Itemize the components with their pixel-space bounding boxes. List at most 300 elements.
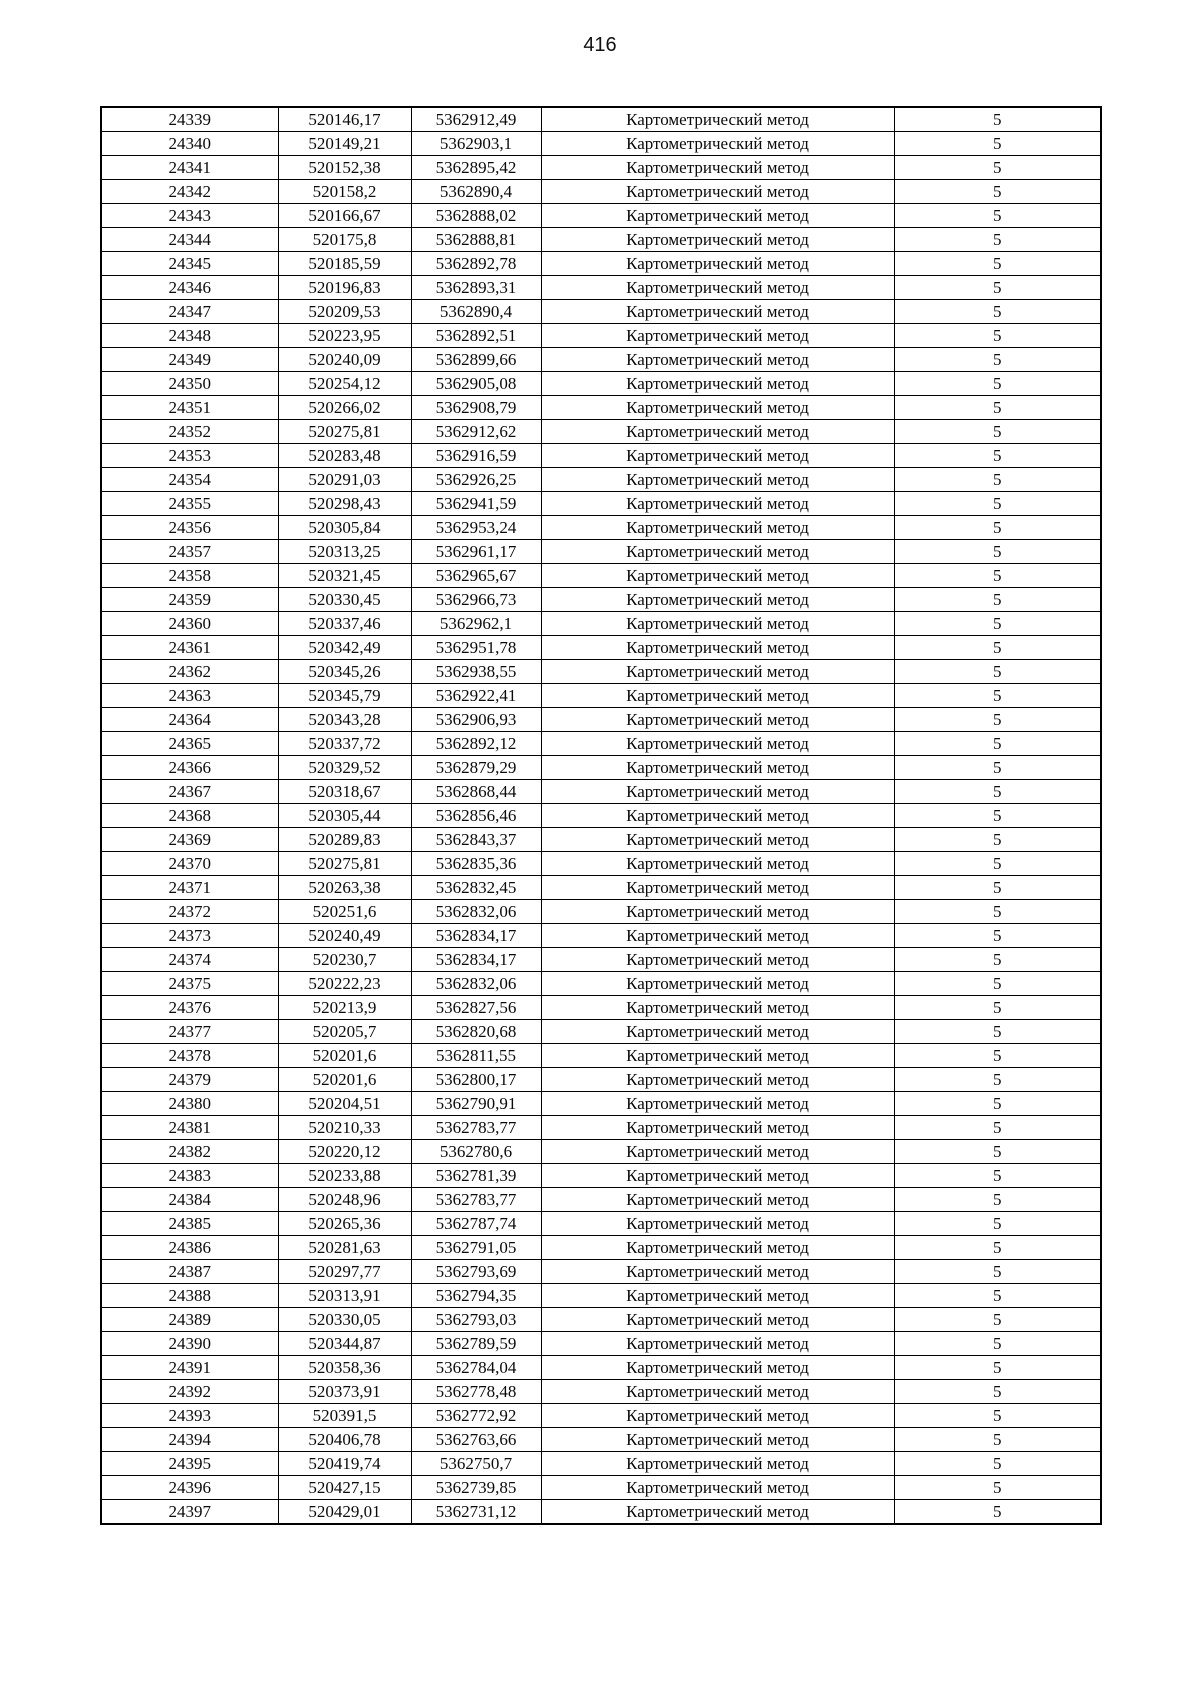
accuracy-cell: 5 (894, 1452, 1101, 1476)
point-number-cell: 24362 (101, 660, 278, 684)
point-number-cell: 24393 (101, 1404, 278, 1428)
point-number-cell: 24390 (101, 1332, 278, 1356)
table-row (101, 1380, 1101, 1404)
x-coordinate-cell: 520337,72 (278, 732, 411, 756)
accuracy-cell: 5 (894, 1068, 1101, 1092)
y-coordinate-cell: 5362835,36 (411, 852, 541, 876)
point-number-cell: 24361 (101, 636, 278, 660)
x-coordinate-cell: 520343,28 (278, 708, 411, 732)
x-coordinate-cell: 520275,81 (278, 852, 411, 876)
point-number-cell: 24360 (101, 612, 278, 636)
y-coordinate-cell: 5362912,49 (411, 107, 541, 132)
y-coordinate-cell: 5362794,35 (411, 1284, 541, 1308)
point-number-cell: 24384 (101, 1188, 278, 1212)
y-coordinate-cell: 5362895,42 (411, 156, 541, 180)
point-number-cell: 24365 (101, 732, 278, 756)
method-cell: Картометрический метод (541, 684, 894, 708)
accuracy-cell: 5 (894, 1356, 1101, 1380)
x-coordinate-cell: 520149,21 (278, 132, 411, 156)
method-cell: Картометрический метод (541, 156, 894, 180)
y-coordinate-cell: 5362832,45 (411, 876, 541, 900)
accuracy-cell: 5 (894, 1332, 1101, 1356)
y-coordinate-cell: 5362789,59 (411, 1332, 541, 1356)
accuracy-cell: 5 (894, 780, 1101, 804)
accuracy-cell: 5 (894, 1164, 1101, 1188)
y-coordinate-cell: 5362908,79 (411, 396, 541, 420)
point-number-cell: 24353 (101, 444, 278, 468)
table-row (101, 708, 1101, 732)
y-coordinate-cell: 5362892,12 (411, 732, 541, 756)
point-number-cell: 24391 (101, 1356, 278, 1380)
point-number-cell: 24396 (101, 1476, 278, 1500)
accuracy-cell: 5 (894, 156, 1101, 180)
accuracy-cell: 5 (894, 1092, 1101, 1116)
coordinates-table-body (101, 107, 1101, 1524)
accuracy-cell: 5 (894, 1236, 1101, 1260)
accuracy-cell: 5 (894, 228, 1101, 252)
accuracy-cell: 5 (894, 300, 1101, 324)
y-coordinate-cell: 5362912,62 (411, 420, 541, 444)
x-coordinate-cell: 520289,83 (278, 828, 411, 852)
table-row (101, 1092, 1101, 1116)
accuracy-cell: 5 (894, 348, 1101, 372)
method-cell: Картометрический метод (541, 1140, 894, 1164)
x-coordinate-cell: 520201,6 (278, 1068, 411, 1092)
x-coordinate-cell: 520313,25 (278, 540, 411, 564)
x-coordinate-cell: 520330,05 (278, 1308, 411, 1332)
method-cell: Картометрический метод (541, 756, 894, 780)
y-coordinate-cell: 5362868,44 (411, 780, 541, 804)
point-number-cell: 24386 (101, 1236, 278, 1260)
method-cell: Картометрический метод (541, 1188, 894, 1212)
point-number-cell: 24340 (101, 132, 278, 156)
y-coordinate-cell: 5362966,73 (411, 588, 541, 612)
accuracy-cell: 5 (894, 204, 1101, 228)
y-coordinate-cell: 5362926,25 (411, 468, 541, 492)
accuracy-cell: 5 (894, 756, 1101, 780)
table-row (101, 540, 1101, 564)
y-coordinate-cell: 5362856,46 (411, 804, 541, 828)
table-row (101, 1068, 1101, 1092)
method-cell: Картометрический метод (541, 1044, 894, 1068)
x-coordinate-cell: 520158,2 (278, 180, 411, 204)
method-cell: Картометрический метод (541, 1404, 894, 1428)
method-cell: Картометрический метод (541, 564, 894, 588)
x-coordinate-cell: 520291,03 (278, 468, 411, 492)
x-coordinate-cell: 520330,45 (278, 588, 411, 612)
point-number-cell: 24342 (101, 180, 278, 204)
method-cell: Картометрический метод (541, 804, 894, 828)
method-cell: Картометрический метод (541, 396, 894, 420)
point-number-cell: 24385 (101, 1212, 278, 1236)
point-number-cell: 24387 (101, 1260, 278, 1284)
point-number-cell: 24368 (101, 804, 278, 828)
point-number-cell: 24345 (101, 252, 278, 276)
x-coordinate-cell: 520240,09 (278, 348, 411, 372)
point-number-cell: 24343 (101, 204, 278, 228)
x-coordinate-cell: 520358,36 (278, 1356, 411, 1380)
y-coordinate-cell: 5362834,17 (411, 924, 541, 948)
table-row (101, 972, 1101, 996)
x-coordinate-cell: 520419,74 (278, 1452, 411, 1476)
accuracy-cell: 5 (894, 324, 1101, 348)
y-coordinate-cell: 5362892,51 (411, 324, 541, 348)
method-cell: Картометрический метод (541, 132, 894, 156)
point-number-cell: 24341 (101, 156, 278, 180)
x-coordinate-cell: 520213,9 (278, 996, 411, 1020)
y-coordinate-cell: 5362834,17 (411, 948, 541, 972)
method-cell: Картометрический метод (541, 1452, 894, 1476)
accuracy-cell: 5 (894, 636, 1101, 660)
y-coordinate-cell: 5362961,17 (411, 540, 541, 564)
y-coordinate-cell: 5362783,77 (411, 1188, 541, 1212)
method-cell: Картометрический метод (541, 1308, 894, 1332)
table-row (101, 828, 1101, 852)
point-number-cell: 24366 (101, 756, 278, 780)
y-coordinate-cell: 5362951,78 (411, 636, 541, 660)
method-cell: Картометрический метод (541, 107, 894, 132)
y-coordinate-cell: 5362899,66 (411, 348, 541, 372)
point-number-cell: 24381 (101, 1116, 278, 1140)
method-cell: Картометрический метод (541, 1380, 894, 1404)
method-cell: Картометрический метод (541, 612, 894, 636)
accuracy-cell: 5 (894, 180, 1101, 204)
y-coordinate-cell: 5362832,06 (411, 900, 541, 924)
point-number-cell: 24339 (101, 107, 278, 132)
x-coordinate-cell: 520263,38 (278, 876, 411, 900)
point-number-cell: 24344 (101, 228, 278, 252)
point-number-cell: 24348 (101, 324, 278, 348)
x-coordinate-cell: 520146,17 (278, 107, 411, 132)
method-cell: Картометрический метод (541, 180, 894, 204)
x-coordinate-cell: 520251,6 (278, 900, 411, 924)
accuracy-cell: 5 (894, 876, 1101, 900)
method-cell: Картометрический метод (541, 444, 894, 468)
x-coordinate-cell: 520254,12 (278, 372, 411, 396)
x-coordinate-cell: 520175,8 (278, 228, 411, 252)
x-coordinate-cell: 520342,49 (278, 636, 411, 660)
x-coordinate-cell: 520297,77 (278, 1260, 411, 1284)
point-number-cell: 24389 (101, 1308, 278, 1332)
accuracy-cell: 5 (894, 420, 1101, 444)
y-coordinate-cell: 5362879,29 (411, 756, 541, 780)
table-row (101, 324, 1101, 348)
point-number-cell: 24395 (101, 1452, 278, 1476)
x-coordinate-cell: 520305,84 (278, 516, 411, 540)
accuracy-cell: 5 (894, 1116, 1101, 1140)
y-coordinate-cell: 5362778,48 (411, 1380, 541, 1404)
y-coordinate-cell: 5362941,59 (411, 492, 541, 516)
accuracy-cell: 5 (894, 996, 1101, 1020)
method-cell: Картометрический метод (541, 1284, 894, 1308)
table-row (101, 948, 1101, 972)
x-coordinate-cell: 520240,49 (278, 924, 411, 948)
table-row (101, 684, 1101, 708)
method-cell: Картометрический метод (541, 300, 894, 324)
coordinates-table (100, 106, 1102, 1525)
table-row (101, 1020, 1101, 1044)
y-coordinate-cell: 5362739,85 (411, 1476, 541, 1500)
method-cell: Картометрический метод (541, 324, 894, 348)
x-coordinate-cell: 520196,83 (278, 276, 411, 300)
y-coordinate-cell: 5362890,4 (411, 300, 541, 324)
table-row (101, 588, 1101, 612)
method-cell: Картометрический метод (541, 1332, 894, 1356)
accuracy-cell: 5 (894, 660, 1101, 684)
y-coordinate-cell: 5362962,1 (411, 612, 541, 636)
method-cell: Картометрический метод (541, 1164, 894, 1188)
table-row (101, 132, 1101, 156)
method-cell: Картометрический метод (541, 972, 894, 996)
table-row (101, 252, 1101, 276)
table-row (101, 1500, 1101, 1525)
method-cell: Картометрический метод (541, 1212, 894, 1236)
accuracy-cell: 5 (894, 1308, 1101, 1332)
point-number-cell: 24383 (101, 1164, 278, 1188)
method-cell: Картометрический метод (541, 348, 894, 372)
x-coordinate-cell: 520429,01 (278, 1500, 411, 1525)
table-row (101, 1308, 1101, 1332)
method-cell: Картометрический метод (541, 276, 894, 300)
y-coordinate-cell: 5362787,74 (411, 1212, 541, 1236)
table-row (101, 1188, 1101, 1212)
method-cell: Картометрический метод (541, 252, 894, 276)
y-coordinate-cell: 5362916,59 (411, 444, 541, 468)
x-coordinate-cell: 520205,7 (278, 1020, 411, 1044)
table-row (101, 396, 1101, 420)
x-coordinate-cell: 520233,88 (278, 1164, 411, 1188)
x-coordinate-cell: 520204,51 (278, 1092, 411, 1116)
accuracy-cell: 5 (894, 132, 1101, 156)
accuracy-cell: 5 (894, 1140, 1101, 1164)
point-number-cell: 24346 (101, 276, 278, 300)
accuracy-cell: 5 (894, 948, 1101, 972)
point-number-cell: 24378 (101, 1044, 278, 1068)
table-row (101, 348, 1101, 372)
point-number-cell: 24363 (101, 684, 278, 708)
y-coordinate-cell: 5362843,37 (411, 828, 541, 852)
y-coordinate-cell: 5362965,67 (411, 564, 541, 588)
y-coordinate-cell: 5362781,39 (411, 1164, 541, 1188)
table-row (101, 1404, 1101, 1428)
table-row (101, 468, 1101, 492)
y-coordinate-cell: 5362888,81 (411, 228, 541, 252)
y-coordinate-cell: 5362893,31 (411, 276, 541, 300)
table-row (101, 180, 1101, 204)
accuracy-cell: 5 (894, 1404, 1101, 1428)
table-row (101, 1452, 1101, 1476)
x-coordinate-cell: 520344,87 (278, 1332, 411, 1356)
method-cell: Картометрический метод (541, 948, 894, 972)
method-cell: Картометрический метод (541, 516, 894, 540)
accuracy-cell: 5 (894, 972, 1101, 996)
table-row (101, 516, 1101, 540)
page-number: 416 (583, 34, 617, 56)
method-cell: Картометрический метод (541, 828, 894, 852)
point-number-cell: 24359 (101, 588, 278, 612)
y-coordinate-cell: 5362783,77 (411, 1116, 541, 1140)
accuracy-cell: 5 (894, 1020, 1101, 1044)
point-number-cell: 24356 (101, 516, 278, 540)
y-coordinate-cell: 5362953,24 (411, 516, 541, 540)
method-cell: Картометрический метод (541, 1260, 894, 1284)
table-row (101, 300, 1101, 324)
y-coordinate-cell: 5362922,41 (411, 684, 541, 708)
point-number-cell: 24380 (101, 1092, 278, 1116)
y-coordinate-cell: 5362827,56 (411, 996, 541, 1020)
x-coordinate-cell: 520230,7 (278, 948, 411, 972)
accuracy-cell: 5 (894, 468, 1101, 492)
point-number-cell: 24357 (101, 540, 278, 564)
y-coordinate-cell: 5362820,68 (411, 1020, 541, 1044)
method-cell: Картометрический метод (541, 1428, 894, 1452)
table-row (101, 1212, 1101, 1236)
accuracy-cell: 5 (894, 540, 1101, 564)
accuracy-cell: 5 (894, 588, 1101, 612)
accuracy-cell: 5 (894, 1476, 1101, 1500)
accuracy-cell: 5 (894, 684, 1101, 708)
x-coordinate-cell: 520298,43 (278, 492, 411, 516)
accuracy-cell: 5 (894, 924, 1101, 948)
y-coordinate-cell: 5362906,93 (411, 708, 541, 732)
accuracy-cell: 5 (894, 1260, 1101, 1284)
x-coordinate-cell: 520391,5 (278, 1404, 411, 1428)
accuracy-cell: 5 (894, 852, 1101, 876)
table-row (101, 444, 1101, 468)
x-coordinate-cell: 520248,96 (278, 1188, 411, 1212)
table-row (101, 1116, 1101, 1140)
y-coordinate-cell: 5362905,08 (411, 372, 541, 396)
x-coordinate-cell: 520266,02 (278, 396, 411, 420)
method-cell: Картометрический метод (541, 204, 894, 228)
x-coordinate-cell: 520201,6 (278, 1044, 411, 1068)
y-coordinate-cell: 5362790,91 (411, 1092, 541, 1116)
method-cell: Картометрический метод (541, 780, 894, 804)
point-number-cell: 24355 (101, 492, 278, 516)
table-row (101, 420, 1101, 444)
accuracy-cell: 5 (894, 732, 1101, 756)
table-row (101, 1164, 1101, 1188)
method-cell: Картометрический метод (541, 876, 894, 900)
point-number-cell: 24376 (101, 996, 278, 1020)
x-coordinate-cell: 520275,81 (278, 420, 411, 444)
point-number-cell: 24370 (101, 852, 278, 876)
method-cell: Картометрический метод (541, 1092, 894, 1116)
accuracy-cell: 5 (894, 828, 1101, 852)
x-coordinate-cell: 520305,44 (278, 804, 411, 828)
point-number-cell: 24371 (101, 876, 278, 900)
point-number-cell: 24367 (101, 780, 278, 804)
table-row (101, 492, 1101, 516)
x-coordinate-cell: 520345,79 (278, 684, 411, 708)
point-number-cell: 24397 (101, 1500, 278, 1525)
table-row (101, 1236, 1101, 1260)
method-cell: Картометрический метод (541, 540, 894, 564)
method-cell: Картометрический метод (541, 1356, 894, 1380)
accuracy-cell: 5 (894, 1380, 1101, 1404)
point-number-cell: 24369 (101, 828, 278, 852)
table-row (101, 372, 1101, 396)
point-number-cell: 24350 (101, 372, 278, 396)
y-coordinate-cell: 5362750,7 (411, 1452, 541, 1476)
y-coordinate-cell: 5362938,55 (411, 660, 541, 684)
x-coordinate-cell: 520210,33 (278, 1116, 411, 1140)
point-number-cell: 24388 (101, 1284, 278, 1308)
y-coordinate-cell: 5362888,02 (411, 204, 541, 228)
table-row (101, 228, 1101, 252)
accuracy-cell: 5 (894, 1188, 1101, 1212)
x-coordinate-cell: 520373,91 (278, 1380, 411, 1404)
table-row (101, 1284, 1101, 1308)
table-row (101, 852, 1101, 876)
method-cell: Картометрический метод (541, 660, 894, 684)
table-row (101, 156, 1101, 180)
table-row (101, 1260, 1101, 1284)
point-number-cell: 24394 (101, 1428, 278, 1452)
point-number-cell: 24382 (101, 1140, 278, 1164)
point-number-cell: 24392 (101, 1380, 278, 1404)
method-cell: Картометрический метод (541, 636, 894, 660)
x-coordinate-cell: 520345,26 (278, 660, 411, 684)
accuracy-cell: 5 (894, 708, 1101, 732)
y-coordinate-cell: 5362811,55 (411, 1044, 541, 1068)
accuracy-cell: 5 (894, 1212, 1101, 1236)
method-cell: Картометрический метод (541, 228, 894, 252)
x-coordinate-cell: 520223,95 (278, 324, 411, 348)
x-coordinate-cell: 520406,78 (278, 1428, 411, 1452)
x-coordinate-cell: 520265,36 (278, 1212, 411, 1236)
method-cell: Картометрический метод (541, 492, 894, 516)
method-cell: Картометрический метод (541, 900, 894, 924)
table-row (101, 780, 1101, 804)
point-number-cell: 24351 (101, 396, 278, 420)
method-cell: Картометрический метод (541, 1116, 894, 1140)
method-cell: Картометрический метод (541, 1068, 894, 1092)
x-coordinate-cell: 520209,53 (278, 300, 411, 324)
accuracy-cell: 5 (894, 612, 1101, 636)
method-cell: Картометрический метод (541, 588, 894, 612)
y-coordinate-cell: 5362800,17 (411, 1068, 541, 1092)
table-row (101, 204, 1101, 228)
y-coordinate-cell: 5362791,05 (411, 1236, 541, 1260)
point-number-cell: 24354 (101, 468, 278, 492)
x-coordinate-cell: 520185,59 (278, 252, 411, 276)
table-row (101, 1140, 1101, 1164)
accuracy-cell: 5 (894, 804, 1101, 828)
table-row (101, 660, 1101, 684)
point-number-cell: 24379 (101, 1068, 278, 1092)
x-coordinate-cell: 520313,91 (278, 1284, 411, 1308)
accuracy-cell: 5 (894, 564, 1101, 588)
y-coordinate-cell: 5362892,78 (411, 252, 541, 276)
accuracy-cell: 5 (894, 276, 1101, 300)
point-number-cell: 24358 (101, 564, 278, 588)
table-row (101, 1476, 1101, 1500)
accuracy-cell: 5 (894, 372, 1101, 396)
method-cell: Картометрический метод (541, 1500, 894, 1525)
point-number-cell: 24364 (101, 708, 278, 732)
accuracy-cell: 5 (894, 107, 1101, 132)
point-number-cell: 24372 (101, 900, 278, 924)
method-cell: Картометрический метод (541, 1476, 894, 1500)
table-row (101, 636, 1101, 660)
accuracy-cell: 5 (894, 444, 1101, 468)
table-row (101, 900, 1101, 924)
table-row (101, 996, 1101, 1020)
method-cell: Картометрический метод (541, 420, 894, 444)
y-coordinate-cell: 5362772,92 (411, 1404, 541, 1428)
method-cell: Картометрический метод (541, 732, 894, 756)
